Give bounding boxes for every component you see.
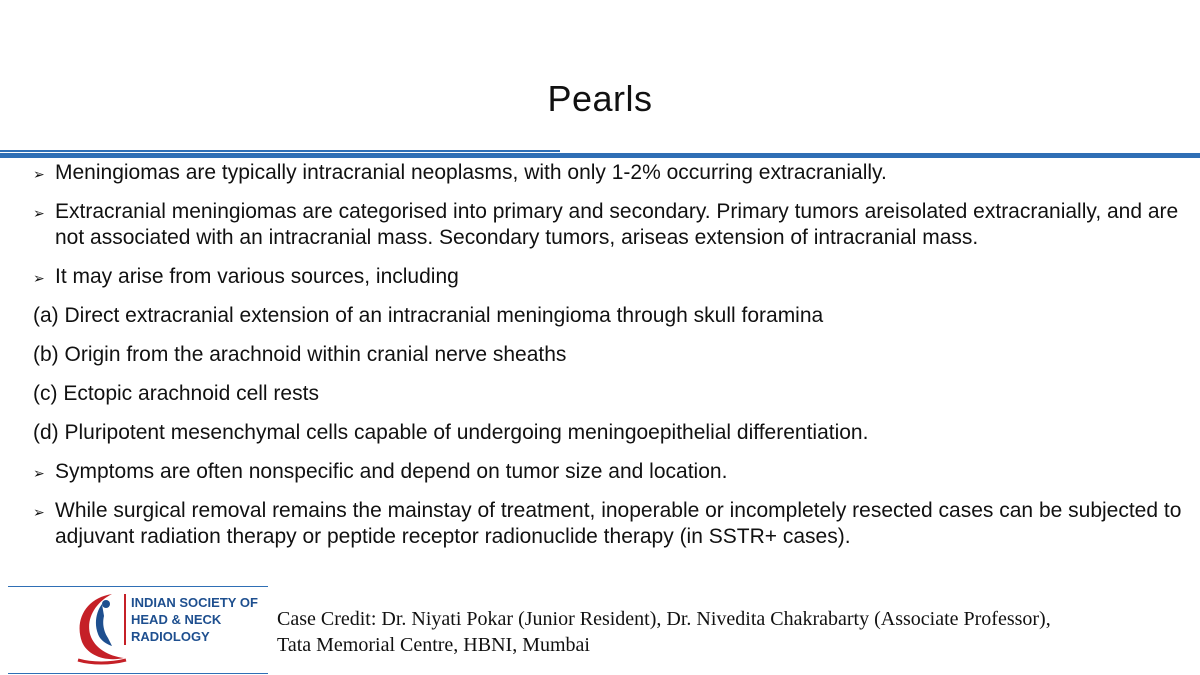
bullet-arrow-icon: ➢ [33,465,45,481]
bullet-item [33,199,1183,251]
bullet-arrow-icon: ➢ [33,205,45,221]
bullet-item [33,498,1183,550]
footer-divider [8,586,268,587]
bullet-text: Extracranial meningiomas are categorised into primary and secondary. Primary tumors areisolated extracranially, and are not associated with an intracranial mass. Secondary tumors, ariseas extension of intracranial mass. [55,200,1179,249]
credit-line: Case Credit: Dr. Niyati Pokar (Junior Resident), Dr. Nivedita Chakrabarty (Associate Professor), [277,608,1051,630]
bullet-item [33,459,1183,485]
bullet-text: It may arise from various sources, including [55,265,459,288]
bullet-arrow-icon: ➢ [33,504,45,520]
case-credit [277,606,1177,658]
bullet-arrow-icon: ➢ [33,166,45,182]
slide-content [33,160,1183,563]
credit-line: Tata Memorial Centre, HBNI, Mumbai [277,634,590,656]
bullet-text: While surgical removal remains the mainstay of treatment, inoperable or incompletely resected cases can be subjected to adjuvant radiation therapy or peptide receptor radionuclide therapy (in SSTR+ cases). [55,499,1182,548]
logo-line: HEAD & NECK [131,612,222,627]
logo-line: INDIAN SOCIETY OF [131,595,258,610]
society-logo-icon [72,590,128,666]
sub-item: (d) Pluripotent mesenchymal cells capable of undergoing meningoepithelial differentiation. [33,421,869,444]
logo-line: RADIOLOGY [131,629,210,644]
bullet-item [33,264,1183,290]
title-underline-thin [0,150,560,152]
bullet-arrow-icon: ➢ [33,270,45,286]
sub-item: (c) Ectopic arachnoid cell rests [33,382,319,405]
sub-item: (b) Origin from the arachnoid within cranial nerve sheaths [33,343,567,366]
sub-item: (a) Direct extracranial extension of an intracranial meningioma through skull foramina [33,304,824,327]
bullet-text: Meningiomas are typically intracranial neoplasms, with only 1-2% occurring extracranially. [55,161,887,184]
title-underline [0,153,1200,158]
bullet-item [33,160,1183,186]
slide-title: Pearls [547,78,653,119]
bullet-text: Symptoms are often nonspecific and depend on tumor size and location. [55,460,728,483]
footer-bottom-divider [8,673,268,674]
society-logo-text [124,594,271,645]
